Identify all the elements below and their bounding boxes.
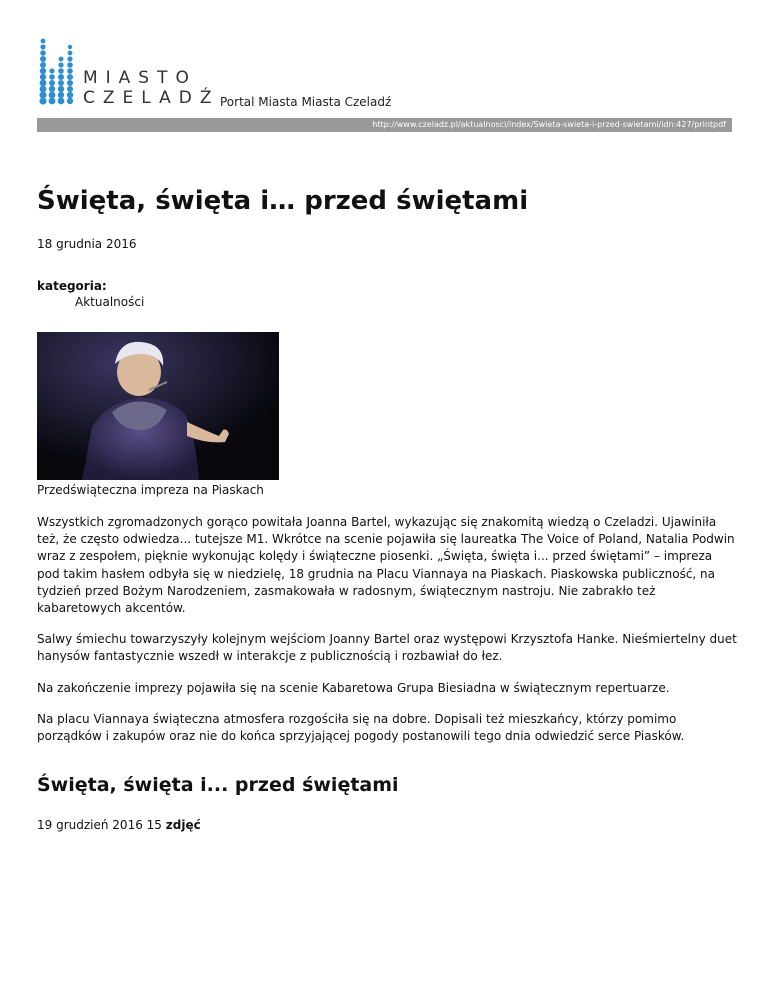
article-paragraph: Salwy śmiechu towarzyszyły kolejnym wejściom Joanny Bartel oraz występowi Krzysztofa Hanke. Nieśmiertelny duet hanysów fantastycznie wszedł w interakcje z publicznością i rozbawiał do łez.: [37, 632, 737, 664]
article-paragraph: Wszystkich zgromadzonych gorąco powitała Joanna Bartel, wykazując się znakomitą wiedzą o Czeladzi. Ujawiniła też, że często odwiedza... tutejsze M1. Wkrótce na scenie pojawiła się laureatka The Voice of Poland, Natalia Podwin wraz z zespołem, pięknie wykonując kolędy i świąteczne piosenki. „Święta, święta i... przed świętami” – impreza pod takim hasłem odbyła się w niedzielę, 18 grudnia na Placu Viannaya na Piaskach. Piaskowska publiczność, na tydzień przed Bożym Narodzeniem, zasmakowała w radosnym, świątecznym nastroju. Nie zabrakło też kabaretowych akcentów.: [37, 515, 735, 616]
article-paragraph: Na placu Viannaya świąteczna atmosfera rozgościła się na dobre. Dopisali też mieszkańcy, którzy pomimo porządków i zakupów oraz nie do końca sprzyjającej pogody postanowili tego dnia odwiedzić serce Piasków.: [37, 711, 685, 744]
gallery-meta: [37, 818, 201, 832]
page-url-bar[interactable]: http://www.czeladz.pl/aktualnosci/index/Swieta-swieta-i-przed-swietami/idn:427/printpdf: [37, 118, 732, 132]
article-paragraph: Na zakończenie imprezy pojawiła się na scenie Kabaretowa Grupa Biesiadna w świątecznym repertuarze.: [37, 680, 670, 695]
category-value[interactable]: Aktualności: [75, 295, 145, 309]
category-label: kategoria:: [37, 279, 107, 293]
logo-text-bottom: CZELADŹ: [83, 88, 220, 108]
article-date: 18 grudnia 2016: [37, 237, 137, 251]
photo-caption: Przedświąteczna impreza na Piaskach: [37, 483, 264, 497]
gallery-date: 19 grudzień 2016: [37, 818, 143, 832]
article-body: [37, 514, 737, 759]
city-logo[interactable]: [37, 38, 220, 108]
logo-dots-icon: [37, 38, 79, 108]
gallery-count-label: zdjęć: [165, 818, 201, 832]
logo-text-top: MIASTO: [83, 68, 197, 88]
article-title: Święta, święta i… przed świętami: [37, 186, 529, 216]
article-photo[interactable]: [37, 332, 279, 480]
gallery-count: 15: [146, 818, 162, 832]
header: [37, 38, 732, 110]
gallery-title[interactable]: Święta, święta i... przed świętami: [37, 774, 399, 796]
portal-name: Portal Miasta Miasta Czeladź: [220, 95, 392, 109]
